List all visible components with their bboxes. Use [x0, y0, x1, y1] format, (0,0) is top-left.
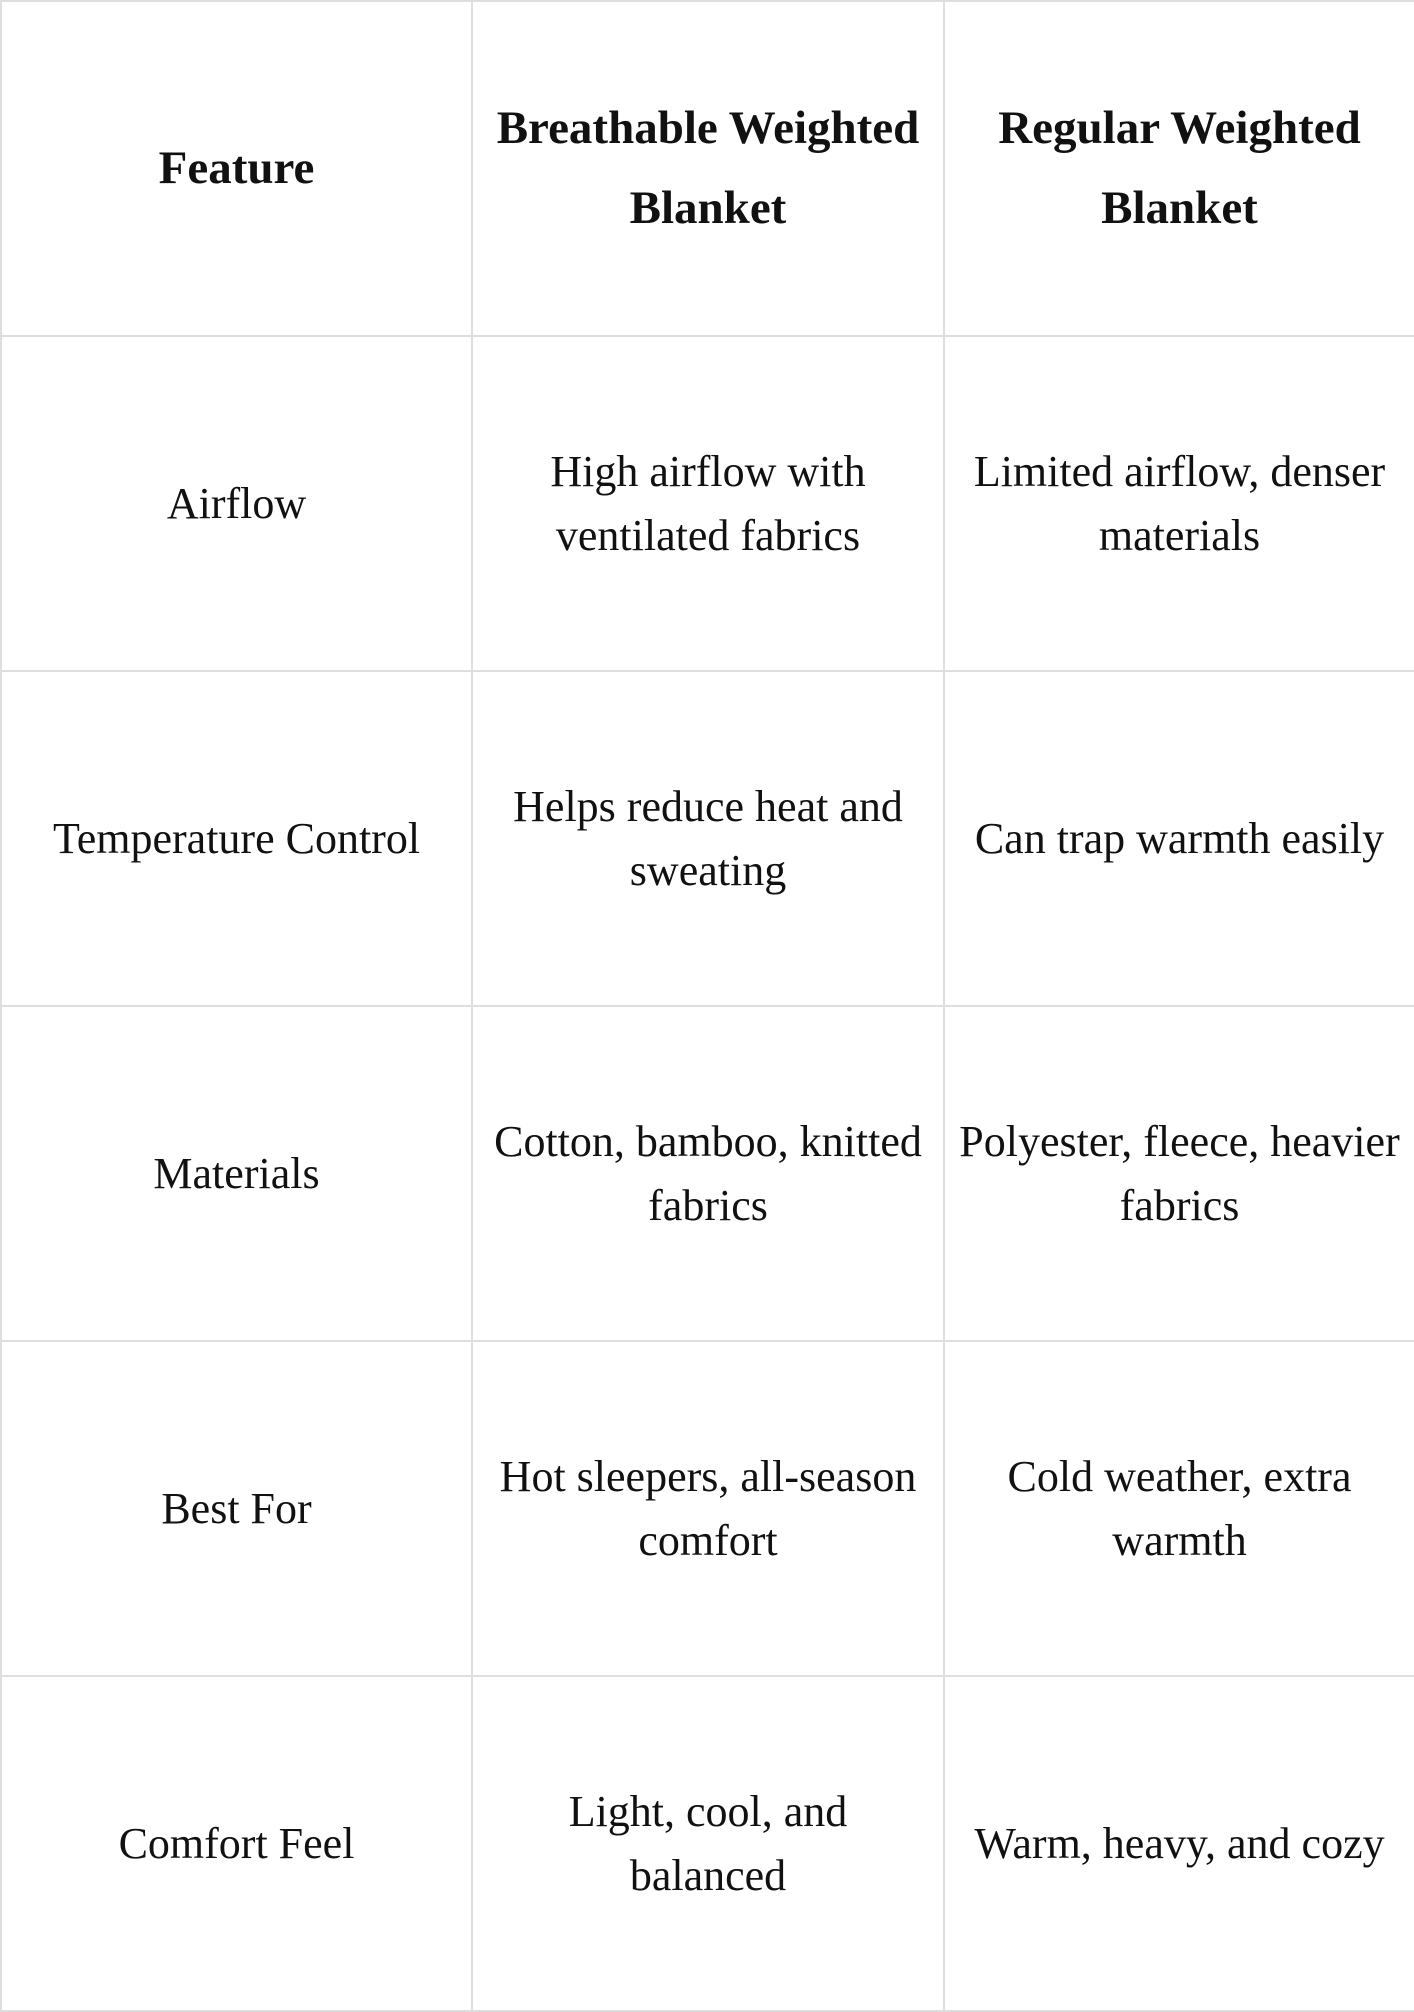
breathable-cell: Helps reduce heat and sweating [472, 671, 944, 1006]
breathable-cell: High airflow with ventilated fabrics [472, 336, 944, 671]
table-row [1, 336, 1414, 671]
breathable-cell: Cotton, bamboo, knitted fabrics [472, 1006, 944, 1341]
breathable-cell: Light, cool, and balanced [472, 1676, 944, 2011]
feature-cell: Materials [1, 1006, 472, 1341]
feature-cell: Comfort Feel [1, 1676, 472, 2011]
breathable-cell: Hot sleepers, all-season comfort [472, 1341, 944, 1676]
regular-cell: Cold weather, extra warmth [944, 1341, 1414, 1676]
regular-cell: Limited airflow, denser materials [944, 336, 1414, 671]
table-row [1, 1006, 1414, 1341]
regular-cell: Warm, heavy, and cozy [944, 1676, 1414, 2011]
table-row [1, 1676, 1414, 2011]
table-row [1, 1341, 1414, 1676]
header-feature: Feature [1, 1, 472, 336]
table-body [1, 336, 1414, 2011]
regular-cell: Can trap warmth easily [944, 671, 1414, 1006]
table-header [1, 1, 1414, 336]
regular-cell: Polyester, fleece, heavier fabrics [944, 1006, 1414, 1341]
header-row [1, 1, 1414, 336]
header-regular: Regular Weighted Blanket [944, 1, 1414, 336]
table-row [1, 671, 1414, 1006]
header-breathable: Breathable Weighted Blanket [472, 1, 944, 336]
feature-cell: Airflow [1, 336, 472, 671]
feature-cell: Temperature Control [1, 671, 472, 1006]
feature-cell: Best For [1, 1341, 472, 1676]
